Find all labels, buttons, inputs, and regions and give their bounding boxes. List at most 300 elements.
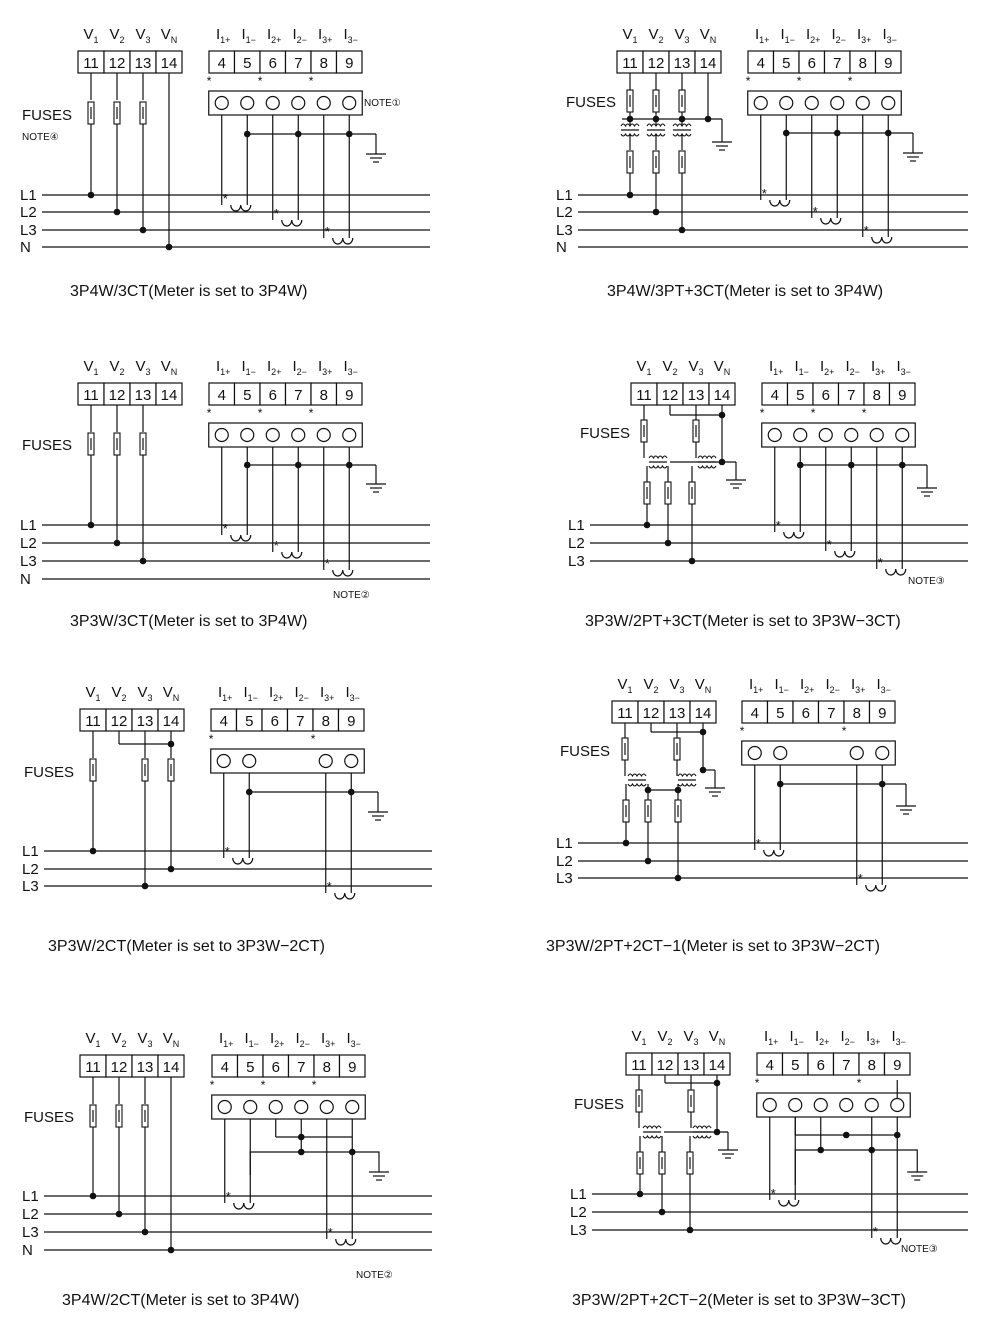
terminal-letter: I <box>800 676 805 693</box>
junction-dot <box>88 192 95 199</box>
voltage-terminal-label <box>85 1030 100 1049</box>
terminal-letter: V <box>657 1028 668 1045</box>
terminal-subscript: 2 <box>119 35 125 45</box>
voltage-terminal-label <box>163 684 180 703</box>
terminal-subscript: 2+ <box>271 367 282 377</box>
ct-input-socket <box>870 429 883 442</box>
terminal-letter: I <box>320 684 325 701</box>
terminal-subscript: N <box>170 35 178 45</box>
terminal-subscript: N <box>170 367 178 377</box>
terminal-subscript: 3+ <box>870 1037 881 1047</box>
current-terminal-number: 4 <box>219 713 228 730</box>
terminal-subscript: 2− <box>298 693 309 703</box>
current-terminal-number: 5 <box>243 387 252 404</box>
ct-coil <box>866 885 886 891</box>
ct-input-socket <box>780 97 793 110</box>
current-terminal-number: 8 <box>872 387 881 404</box>
voltage-terminal-number: 13 <box>687 387 705 404</box>
terminal-subscript: 2+ <box>824 367 835 377</box>
terminal-subscript: N <box>172 693 180 703</box>
terminal-subscript: N <box>704 685 712 695</box>
ct-input-socket <box>754 97 767 110</box>
voltage-terminal-label <box>631 1028 646 1047</box>
terminal-subscript: 3− <box>900 367 911 377</box>
polarity-mark: * <box>257 406 263 420</box>
current-terminal-label <box>826 676 840 695</box>
polarity-mark: * <box>273 206 279 221</box>
terminal-subscript: 1 <box>93 35 99 45</box>
current-terminal-number: 9 <box>878 705 887 722</box>
terminal-letter: V <box>662 358 673 375</box>
junction-dot <box>168 866 175 873</box>
voltage-terminal-label <box>695 676 712 695</box>
voltage-terminal-label <box>683 1028 698 1047</box>
diagram-8 <box>570 1028 968 1255</box>
current-terminal-number: 9 <box>884 55 893 72</box>
junction-dot <box>246 789 253 796</box>
phase-line-label: L3 <box>570 1222 587 1239</box>
terminal-subscript: 2− <box>844 1037 855 1047</box>
junction-dot <box>166 244 173 251</box>
current-terminal-number: 8 <box>322 1059 331 1076</box>
pt-coil <box>628 774 646 776</box>
ct-input-socket <box>292 97 305 110</box>
terminal-subscript: 2 <box>119 367 125 377</box>
junction-dot <box>114 540 121 547</box>
terminal-letter: V <box>137 684 148 701</box>
ct-input-socket <box>789 1099 802 1112</box>
terminal-letter: I <box>840 1028 845 1045</box>
current-terminal-number: 4 <box>756 55 765 72</box>
junction-dot <box>142 883 149 890</box>
current-terminal-label <box>216 26 230 45</box>
ct-coil <box>231 535 251 541</box>
junction-dot <box>298 1149 305 1156</box>
phase-line-label: N <box>20 571 31 588</box>
terminal-subscript: 3+ <box>875 367 886 377</box>
terminal-letter: I <box>851 676 856 693</box>
terminal-letter: I <box>267 26 272 43</box>
ct-input-socket <box>896 429 909 442</box>
ct-input-socket <box>768 429 781 442</box>
voltage-terminal-label <box>109 26 124 45</box>
polarity-mark: * <box>324 556 330 571</box>
terminal-subscript: 3− <box>347 35 358 45</box>
phase-line-label: L2 <box>556 853 573 870</box>
current-terminal-label <box>293 26 307 45</box>
diagram-7 <box>22 1030 432 1281</box>
junction-dot <box>899 462 906 469</box>
fuses-label: FUSES <box>574 1096 625 1113</box>
terminal-letter: I <box>243 684 248 701</box>
terminal-subscript: 3− <box>880 685 891 695</box>
polarity-mark: * <box>745 74 751 88</box>
terminal-subscript: 3 <box>145 367 151 377</box>
polarity-mark: * <box>775 518 781 533</box>
diagram-3-caption: 3P3W/3CT(Meter is set to 3P4W) <box>70 613 308 630</box>
terminal-letter: I <box>774 676 779 693</box>
voltage-terminal-number: 13 <box>682 1057 700 1074</box>
terminal-subscript: 3 <box>684 35 690 45</box>
polarity-mark: * <box>224 844 230 859</box>
current-terminal-label <box>216 358 230 377</box>
terminal-subscript: 1+ <box>753 685 764 695</box>
junction-dot <box>675 787 682 794</box>
terminal-letter: I <box>241 26 246 43</box>
terminal-letter: V <box>85 684 96 701</box>
note-label: NOTE③ <box>908 576 945 587</box>
ct-input-socket <box>241 97 254 110</box>
terminal-subscript: 2 <box>121 1039 127 1049</box>
voltage-terminal-label <box>85 684 100 703</box>
terminal-subscript: 1− <box>248 1039 259 1049</box>
current-terminal-label <box>857 26 871 45</box>
junction-dot <box>797 462 804 469</box>
terminal-letter: I <box>216 358 221 375</box>
terminal-letter: V <box>713 358 724 375</box>
current-terminal-number: 4 <box>770 387 779 404</box>
diagram-1-caption: 3P4W/3CT(Meter is set to 3P4W) <box>70 283 308 300</box>
polarity-mark: * <box>222 521 228 536</box>
junction-dot <box>705 116 712 123</box>
terminal-subscript: 1− <box>784 35 795 45</box>
terminal-letter: I <box>244 1030 249 1047</box>
phase-line-label: L1 <box>556 187 573 204</box>
terminal-letter: I <box>318 26 323 43</box>
voltage-terminal-number: 11 <box>85 1059 101 1076</box>
ct-input-socket <box>794 429 807 442</box>
voltage-terminal-number: 13 <box>673 55 691 72</box>
polarity-mark: * <box>206 406 212 420</box>
pt-coil <box>628 784 646 786</box>
current-terminal-number: 7 <box>297 1059 306 1076</box>
junction-dot <box>645 858 652 865</box>
terminal-letter: I <box>820 358 825 375</box>
junction-dot <box>777 781 784 788</box>
voltage-terminal-label <box>83 26 98 45</box>
voltage-terminal-number: 12 <box>656 1057 674 1074</box>
junction-dot <box>843 1132 850 1139</box>
junction-dot <box>679 116 686 123</box>
voltage-terminal-label <box>83 358 98 377</box>
ct-input-socket <box>345 755 358 768</box>
junction-dot <box>645 787 652 794</box>
terminal-letter: I <box>294 684 299 701</box>
current-terminal-number: 4 <box>765 1057 774 1074</box>
voltage-terminal-number: 11 <box>85 713 101 730</box>
phase-line-label: L2 <box>20 204 37 221</box>
current-terminal-number: 6 <box>801 705 810 722</box>
voltage-terminal-label <box>111 1030 126 1049</box>
ct-coil <box>233 858 253 864</box>
terminal-letter: I <box>218 684 223 701</box>
voltage-terminal-number: 12 <box>108 55 126 72</box>
ct-input-block <box>762 423 916 447</box>
voltage-terminal-number: 14 <box>160 55 178 72</box>
phase-line-label: L1 <box>22 843 39 860</box>
polarity-mark: * <box>225 1189 231 1204</box>
polarity-mark: * <box>761 186 767 201</box>
terminal-subscript: 2− <box>835 35 846 45</box>
current-terminal-number: 9 <box>345 387 354 404</box>
voltage-terminal-number: 11 <box>617 705 633 722</box>
current-terminal-label <box>242 26 256 45</box>
note-label: NOTE④ <box>22 132 59 143</box>
terminal-subscript: 1 <box>646 367 652 377</box>
phase-line-label: L1 <box>20 187 37 204</box>
terminal-subscript: 3+ <box>855 685 866 695</box>
junction-dot <box>348 789 355 796</box>
junction-dot <box>817 1147 824 1154</box>
terminal-letter: V <box>160 26 171 43</box>
ct-input-socket <box>244 1101 257 1114</box>
voltage-terminal-label <box>700 26 717 45</box>
ct-coil <box>770 200 790 206</box>
voltage-terminal-number: 14 <box>708 1057 726 1074</box>
voltage-terminal-label <box>662 358 677 377</box>
current-terminal-label <box>321 1030 335 1049</box>
polarity-mark: * <box>308 406 314 420</box>
current-terminal-number: 6 <box>268 55 277 72</box>
current-terminal-label <box>781 26 795 45</box>
ct-input-socket <box>865 1099 878 1112</box>
polarity-mark: * <box>857 871 863 886</box>
current-terminal-number: 5 <box>796 387 805 404</box>
terminal-letter: I <box>343 358 348 375</box>
diagram-6-caption: 3P3W/2PT+2CT−1(Meter is set to 3P3W−2CT) <box>546 938 880 955</box>
ct-input-socket <box>850 747 863 760</box>
ct-coil <box>333 238 353 244</box>
current-terminal-number: 6 <box>821 387 830 404</box>
junction-dot <box>689 558 696 565</box>
terminal-subscript: 1+ <box>768 1037 779 1047</box>
terminal-subscript: 1 <box>95 693 101 703</box>
current-terminal-label <box>806 26 820 45</box>
terminal-subscript: 1+ <box>759 35 770 45</box>
note-label: NOTE③ <box>901 1244 938 1255</box>
terminal-letter: V <box>109 358 120 375</box>
voltage-terminal-label <box>137 684 152 703</box>
phase-line-label: L1 <box>556 835 573 852</box>
polarity-mark: * <box>810 406 816 420</box>
terminal-letter: I <box>780 26 785 43</box>
current-terminal-label <box>815 1028 829 1047</box>
ct-input-socket <box>215 97 228 110</box>
junction-dot <box>295 462 302 469</box>
phase-line-label: L3 <box>20 553 37 570</box>
junction-dot <box>665 540 672 547</box>
ct-input-socket <box>819 429 832 442</box>
current-terminal-label <box>841 1028 855 1047</box>
current-terminal-label <box>790 1028 804 1047</box>
voltage-terminal-number: 14 <box>162 713 180 730</box>
junction-dot <box>295 131 302 138</box>
diagram-3 <box>20 358 430 601</box>
terminal-subscript: 3+ <box>322 35 333 45</box>
terminal-subscript: 1− <box>793 1037 804 1047</box>
diagram-2 <box>556 26 968 256</box>
phase-line-label: L2 <box>22 861 39 878</box>
phase-line-label: N <box>22 1242 33 1259</box>
voltage-terminal-number: 13 <box>136 713 154 730</box>
fuses-label: FUSES <box>580 425 631 442</box>
terminal-subscript: 2 <box>658 35 664 45</box>
terminal-subscript: 1 <box>93 367 99 377</box>
phase-line-label: L2 <box>20 535 37 552</box>
ct-coil <box>282 220 302 226</box>
terminal-subscript: 2− <box>829 685 840 695</box>
ct-input-socket <box>317 429 330 442</box>
polarity-mark: * <box>826 537 832 552</box>
ct-input-socket <box>814 1099 827 1112</box>
current-terminal-number: 5 <box>776 705 785 722</box>
ct-coil <box>872 237 892 243</box>
voltage-terminal-number: 12 <box>108 387 126 404</box>
ct-input-socket <box>856 97 869 110</box>
current-terminal-label <box>832 26 846 45</box>
ct-input-block <box>742 741 896 765</box>
terminal-letter: V <box>648 26 659 43</box>
terminal-letter: I <box>318 358 323 375</box>
terminal-subscript: 2+ <box>804 685 815 695</box>
terminal-letter: I <box>270 1030 275 1047</box>
junction-dot <box>675 875 682 882</box>
terminal-letter: I <box>794 358 799 375</box>
terminal-subscript: 2− <box>296 367 307 377</box>
terminal-subscript: 2+ <box>271 35 282 45</box>
terminal-subscript: 1− <box>247 693 258 703</box>
pt-coil <box>698 456 716 458</box>
ct-input-block <box>748 91 902 115</box>
terminal-letter: V <box>708 1028 719 1045</box>
ct-coil <box>333 570 353 576</box>
polarity-mark: * <box>841 724 847 738</box>
current-terminal-label <box>219 1030 233 1049</box>
ct-input-socket <box>215 429 228 442</box>
wire <box>250 1152 379 1175</box>
voltage-terminal-number: 14 <box>713 387 731 404</box>
terminal-letter: V <box>137 1030 148 1047</box>
terminal-subscript: 3 <box>145 35 151 45</box>
voltage-terminal-label <box>617 676 632 695</box>
terminal-subscript: 3− <box>347 367 358 377</box>
voltage-terminal-number: 12 <box>647 55 665 72</box>
voltage-terminal-label <box>622 26 637 45</box>
voltage-terminal-number: 13 <box>134 387 152 404</box>
terminal-subscript: 1+ <box>222 693 233 703</box>
ct-input-socket <box>218 1101 231 1114</box>
current-terminal-label <box>851 676 865 695</box>
polarity-mark: * <box>872 1224 878 1239</box>
junction-dot <box>679 227 686 234</box>
diagram-2-caption: 3P4W/3PT+3CT(Meter is set to 3P4W) <box>607 283 884 300</box>
current-terminal-label <box>267 26 281 45</box>
current-terminal-number: 5 <box>243 55 252 72</box>
terminal-subscript: 2− <box>296 35 307 45</box>
fuses-label: FUSES <box>24 1109 75 1126</box>
terminal-subscript: 3− <box>886 35 897 45</box>
junction-dot <box>653 209 660 216</box>
fuses-label: FUSES <box>22 107 73 124</box>
current-terminal-number: 8 <box>319 55 328 72</box>
voltage-terminal-number: 14 <box>694 705 712 722</box>
ct-input-socket <box>343 97 356 110</box>
terminal-letter: I <box>845 358 850 375</box>
pt-coil <box>678 774 696 776</box>
junction-dot <box>244 462 251 469</box>
terminal-letter: V <box>631 1028 642 1045</box>
junction-dot <box>627 192 634 199</box>
junction-dot <box>644 522 651 529</box>
ct-input-socket <box>845 429 858 442</box>
voltage-terminal-number: 11 <box>83 387 99 404</box>
junction-dot <box>346 131 353 138</box>
terminal-subscript: 3 <box>147 1039 153 1049</box>
current-terminal-label <box>242 358 256 377</box>
ct-coil <box>282 552 302 558</box>
current-terminal-label <box>244 684 258 703</box>
polarity-mark: * <box>754 1076 760 1090</box>
ct-coil <box>764 850 784 856</box>
terminal-subscript: 2+ <box>819 1037 830 1047</box>
polarity-mark: * <box>755 836 761 851</box>
diagram-1 <box>20 26 430 256</box>
ct-input-socket <box>882 97 895 110</box>
junction-dot <box>894 1132 901 1139</box>
terminal-letter: I <box>789 1028 794 1045</box>
junction-dot <box>90 1193 97 1200</box>
current-terminal-label <box>346 684 360 703</box>
current-terminal-label <box>892 1028 906 1047</box>
current-terminal-label <box>344 26 358 45</box>
voltage-terminal-label <box>161 26 178 45</box>
current-terminal-label <box>318 26 332 45</box>
terminal-letter: I <box>882 26 887 43</box>
ct-input-socket <box>831 97 844 110</box>
terminal-subscript: 2 <box>672 367 678 377</box>
voltage-terminal-number: 14 <box>699 55 717 72</box>
diagram-5-caption: 3P3W/2CT(Meter is set to 3P3W−2CT) <box>48 938 325 955</box>
voltage-terminal-label <box>709 1028 726 1047</box>
terminal-subscript: 1− <box>798 367 809 377</box>
junction-dot <box>244 131 251 138</box>
terminal-letter: V <box>643 676 654 693</box>
current-terminal-label <box>749 676 763 695</box>
current-terminal-number: 5 <box>245 713 254 730</box>
terminal-letter: I <box>831 26 836 43</box>
ct-coil <box>886 569 906 575</box>
voltage-terminal-label <box>135 358 150 377</box>
terminal-letter: I <box>749 676 754 693</box>
ct-input-socket <box>748 747 761 760</box>
terminal-subscript: N <box>172 1039 180 1049</box>
terminal-subscript: 1+ <box>220 35 231 45</box>
fuses-label: FUSES <box>24 764 75 781</box>
voltage-terminal-number: 14 <box>162 1059 180 1076</box>
ct-input-socket <box>320 1101 333 1114</box>
terminal-subscript: N <box>709 35 717 45</box>
phase-line-label: L2 <box>568 535 585 552</box>
current-terminal-label <box>795 358 809 377</box>
diagram-4 <box>568 358 968 587</box>
terminal-letter: V <box>636 358 647 375</box>
terminal-letter: I <box>764 1028 769 1045</box>
polarity-mark: * <box>863 223 869 238</box>
terminal-subscript: 3+ <box>861 35 872 45</box>
current-terminal-number: 8 <box>852 705 861 722</box>
terminal-letter: I <box>815 1028 820 1045</box>
terminal-letter: V <box>699 26 710 43</box>
